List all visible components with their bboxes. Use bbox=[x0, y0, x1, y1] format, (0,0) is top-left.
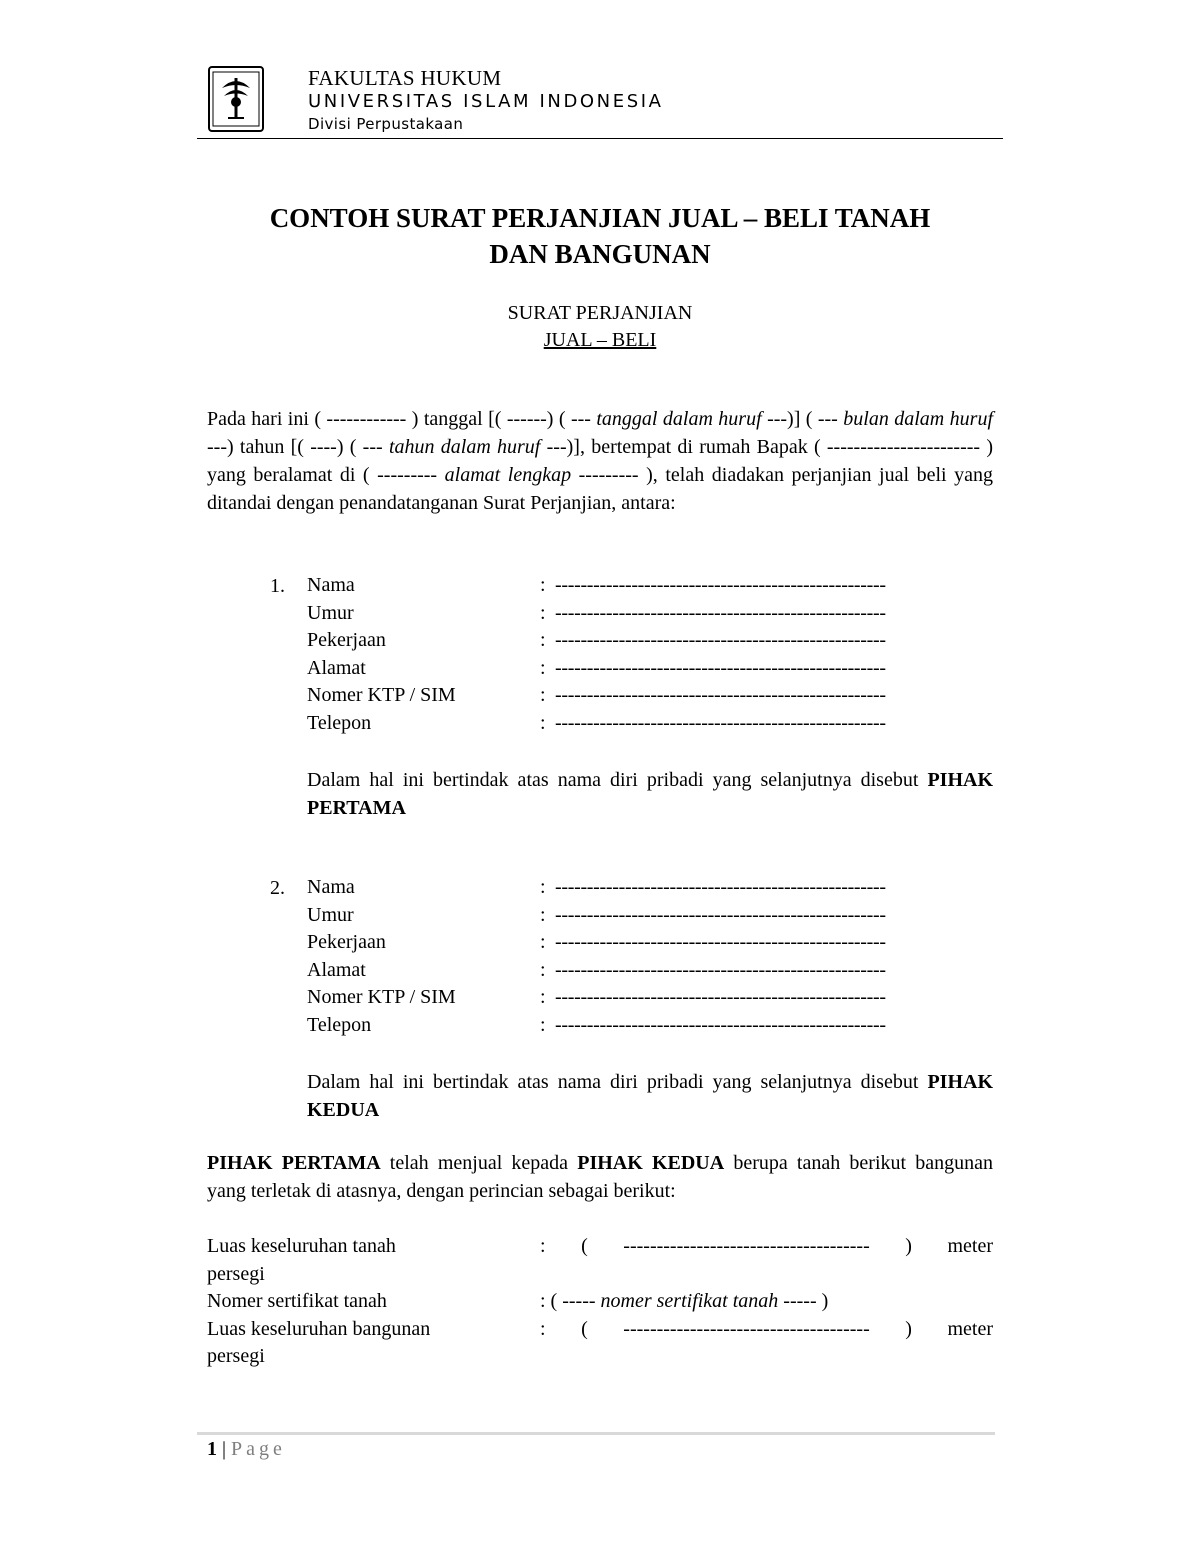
intro-paragraph: Pada hari ini ( ------------ ) tanggal [( ------) ( --- tanggal dalam huruf ---)] ( --- bulan dalam huruf ---) tahun [( ----) ( --- tahun dalam huruf ---)], bertempat di rumah Bapak ( ----------------------- ) yang beralamat di ( --------- alamat lengkap --------- ), telah diadakan perjanjian jual beli yang ditandai dengan penandatanganan Surat Perjanjian, antara: bbox=[207, 408, 994, 514]
title-line-2: DAN BANGUNAN bbox=[489, 239, 711, 269]
field-row: Pekerjaan : ---------------------------------------------------- bbox=[307, 629, 886, 651]
faculty-name: FAKULTAS HUKUM bbox=[308, 66, 502, 90]
subtitle-line-1: SURAT PERJANJIAN bbox=[507, 302, 693, 324]
field-row: Pekerjaan : ---------------------------------------------------- bbox=[307, 931, 886, 953]
header-divider bbox=[197, 138, 1003, 139]
sale-paragraph: PIHAK PERTAMA telah menjual kepada PIHAK KEDUA berupa tanah berikut bangunan yang terletak di atasnya, dengan perincian sebagai berikut: bbox=[207, 1152, 993, 1202]
subtitle-line-2: JUAL – BELI bbox=[543, 329, 657, 351]
party-1-number: 1. bbox=[270, 575, 285, 597]
document-title bbox=[150, 200, 1050, 272]
university-seal-icon bbox=[208, 66, 264, 132]
party-1-fields bbox=[307, 572, 947, 737]
land-area-row: Luas keseluruhan tanah : ( ------------------------------------- ) meter bbox=[207, 1235, 993, 1257]
field-row: Nama : ---------------------------------------------------- bbox=[307, 876, 886, 898]
field-row: Alamat : ---------------------------------------------------- bbox=[307, 958, 886, 981]
building-area-row: Luas keseluruhan bangunan : ( ------------------------------------- ) meter bbox=[207, 1317, 993, 1340]
field-row: Telepon : ---------------------------------------------------- bbox=[307, 1013, 886, 1036]
party-1-note: Dalam hal ini bertindak atas nama diri pribadi yang selanjutnya disebut PIHAK PERTAMA bbox=[307, 769, 993, 819]
party-2-fields bbox=[307, 874, 947, 1039]
page-label: Page bbox=[231, 1438, 286, 1460]
footer-divider bbox=[197, 1432, 995, 1435]
university-name: UNIVERSITAS ISLAM INDONESIA bbox=[308, 91, 664, 112]
field-row: Umur : ---------------------------------------------------- bbox=[307, 601, 886, 624]
field-row: Nomer KTP / SIM : ---------------------------------------------------- bbox=[307, 986, 886, 1008]
document-subtitle bbox=[150, 300, 1050, 354]
page-footer: 1 | Page bbox=[207, 1438, 286, 1460]
party-2-note: Dalam hal ini bertindak atas nama diri pribadi yang selanjutnya disebut PIHAK KEDUA bbox=[307, 1071, 993, 1121]
field-row: Telepon : ---------------------------------------------------- bbox=[307, 711, 886, 734]
title-line-1: CONTOH SURAT PERJANJIAN JUAL – BELI TANAH bbox=[269, 203, 931, 233]
page-number: 1 bbox=[207, 1438, 217, 1460]
party-2-number: 2. bbox=[270, 877, 285, 899]
field-row: Nama : ---------------------------------------------------- bbox=[307, 574, 886, 596]
property-specs: Luas keseluruhan tanah : ( ------------------------------------- ) meter persegi Nomer sertifikat tanah : ( ----- nomer sertifikat tanah ----- ) Luas keseluruhan bangunan : ( ------------------------------------- ) meter persegi bbox=[207, 1235, 993, 1367]
svg-text:~~~~~~: ~~~~~~ bbox=[220, 123, 252, 130]
letterhead bbox=[197, 62, 1003, 140]
field-row: Umur : ---------------------------------------------------- bbox=[307, 903, 886, 926]
division-name: Divisi Perpustakaan bbox=[308, 115, 464, 133]
certificate-row: Nomer sertifikat tanah : ( ----- nomer sertifikat tanah ----- ) bbox=[207, 1290, 829, 1312]
field-row: Nomer KTP / SIM : ---------------------------------------------------- bbox=[307, 684, 886, 706]
field-row: Alamat : ---------------------------------------------------- bbox=[307, 656, 886, 679]
